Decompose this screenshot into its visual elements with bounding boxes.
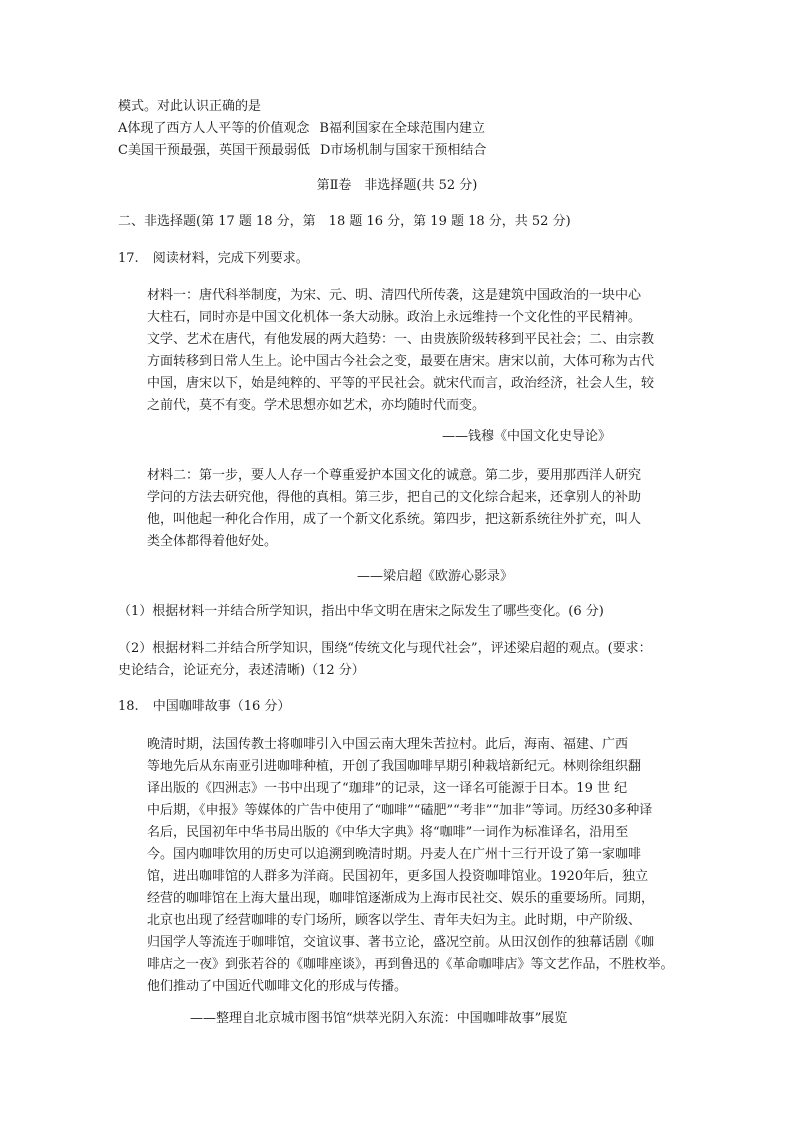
q17-number: 17. — [118, 251, 139, 266]
q17-header — [118, 248, 309, 270]
q17-material2-line: 他，叫他起一种化合作用，成了一个新文化系统。第四步，把这新系统往外扩充，叫人 — [147, 512, 642, 527]
q16-option-d[interactable]: D市场机制与国家干预相结合 — [319, 143, 487, 158]
q17-material1-line: 中国，唐宋以下，始是纯粹的、平等的平民社会。就宋代而言，政治经济，社会人生，较 — [147, 376, 655, 391]
q17-material1-line: 之前代，莫不有变。学术思想亦如艺术，亦均随时代而变。 — [147, 398, 486, 413]
q18-body-line: 今。国内咖啡饮用的历史可以追溯到晚清时期。丹麦人在广州十三行开设了第一家咖啡 — [147, 847, 642, 862]
q16-option-a[interactable]: A体现了西方人人平等的价值观念 — [118, 121, 310, 136]
q16-option-b[interactable]: B福利国家在全球范围内建立 — [319, 121, 485, 136]
q18-body-line: 他们推动了中国近代咖啡文化的形成与传播。 — [147, 979, 408, 994]
q18-title: 中国咖啡故事（16 分） — [152, 699, 291, 714]
q17-material1-line: 材料一：唐代科举制度，为宋、元、明、清四代所传袭，这是建筑中国政治的一块中心 — [147, 288, 642, 303]
q18-body-line: 晚清时期，法国传教士将咖啡引入中国云南大理朱苦拉村。此后，海南、福建、广西 — [147, 737, 629, 752]
q16-option-c[interactable]: C美国干预最强，英国干预最弱低 — [118, 143, 310, 158]
part2-title: 第Ⅱ卷 非选择题(共 52 分) — [316, 178, 478, 193]
q18-body-line: 中后期，《申报》等媒体的广告中使用了“咖啡”“磕肥”“考非”“加非”等词。历经30多种译 — [147, 803, 653, 818]
q18-header — [118, 696, 290, 718]
q17-sub-question-2-line: 史论结合，论证充分，表述清晰)（12 分） — [118, 663, 365, 678]
q18-body-line: 北京也出现了经营咖啡的专门场所，顾客以学生、青年夫妇为主。此时期，中产阶级、 — [147, 913, 642, 928]
q16-options-row-2 — [118, 140, 486, 162]
q18-source: ——整理自北京城市图书馆“烘萃光阴入东流：中国咖啡故事”展览 — [190, 1011, 568, 1026]
q18-number: 18. — [118, 699, 139, 714]
q18-body-line: 名后，民国初年中华书局出版的《中华大字典》将“咖啡”一词作为标准译名，沿用至 — [147, 825, 629, 840]
q16-options-row-1 — [118, 118, 485, 140]
q17-sub-question-2-line: （2）根据材料二并结合所学知识，围绕“传统文化与现代社会”，评述梁启超的观点。(要求： — [118, 641, 652, 656]
q17-prompt: 阅读材料，完成下列要求。 — [152, 251, 309, 266]
q17-material2-source: ——梁启超《欧游心影录》 — [357, 569, 514, 584]
q17-sub-question-1: （1）根据材料一并结合所学知识，指出中华文明在唐宋之际发生了哪些变化。(6 分) — [118, 604, 604, 619]
q17-material1-line: 文学、艺术在唐代，有他发展的两大趋势：一、由贵族阶级转移到平民社会；二、由宗教 — [147, 332, 655, 347]
q17-material2-line: 学问的方法去研究他，得他的真相。第三步，把自己的文化综合起来，还拿别人的补助 — [147, 490, 642, 505]
q18-body-line: 等地先后从东南亚引进咖啡种植，开创了我国咖啡早期引种栽培新纪元。林则徐组织翻 — [147, 759, 642, 774]
q16-stem-tail: 模式。对此认识正确的是 — [118, 99, 262, 114]
q18-body-line: 归国学人等流连于咖啡馆，交谊议事、著书立论，盛况空前。从田汉创作的独幕话剧《咖 — [147, 935, 655, 950]
section-heading: 二、非选择题(第 17 题 18 分，第 18 题 16 分，第 19 题 18 分，共 52 分) — [118, 214, 571, 229]
q17-material1-source: ——钱穆《中国文化史导论》 — [442, 429, 612, 444]
q18-body-line: 啡店之一夜》到张若谷的《咖啡座谈》，再到鲁迅的《革命咖啡店》等文艺作品，不胜枚举。 — [147, 957, 674, 972]
q17-material2-line: 材料二：第一步，要人人存一个尊重爱护本国文化的诚意。第二步，要用那西洋人研究 — [147, 468, 642, 483]
q18-body-line: 经营的咖啡馆在上海大量出现，咖啡馆逐渐成为上海市民社交、娱乐的重要场所。同期， — [147, 891, 655, 906]
q18-body-line: 译出版的《四洲志》一书中出现了“珈琲”的记录，这一译名可能源于日本。19 世 纪 — [147, 781, 628, 796]
q17-material1-line: 方面转移到日常人生上。论中国古今社会之变，最要在唐宋。唐宋以前，大体可称为古代 — [147, 354, 655, 369]
q17-material2-line: 类全体都得着他好处。 — [147, 534, 278, 549]
q17-material1-line: 大柱石，同时亦是中国文化机体一条大动脉。政治上永远维持一个文化性的平民精神。 — [147, 310, 642, 325]
q18-body-line: 馆，进出咖啡馆的人群多为洋商。民国初年，更多国人投资咖啡馆业。1920年后，独立 — [147, 869, 649, 884]
